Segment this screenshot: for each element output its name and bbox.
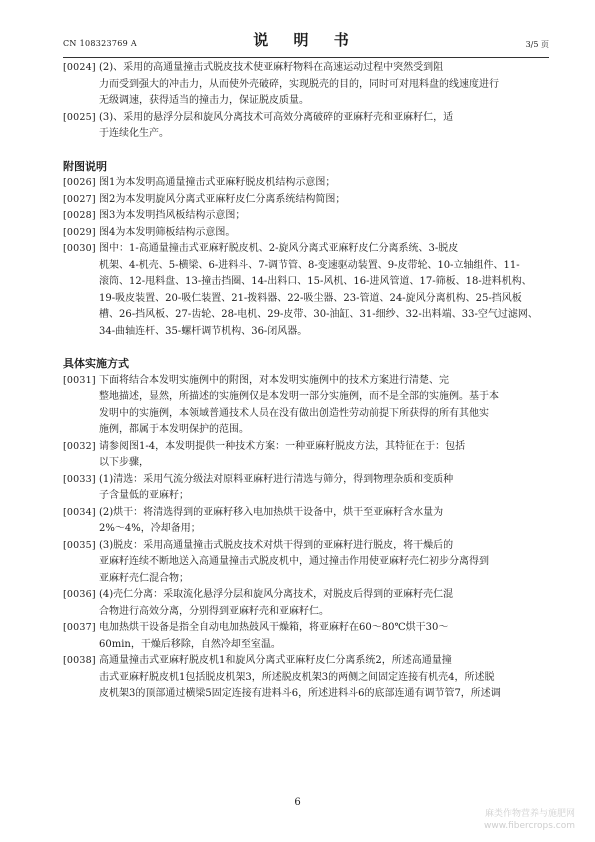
embodiment-paragraphs xyxy=(63,373,549,703)
paragraph-number: [0029] xyxy=(63,226,96,238)
paragraph-line: 电加热烘干设备是指全自动电加热鼓风干燥箱，将亚麻籽在60～80℃烘干30～ xyxy=(99,622,449,633)
paragraph-line: 机架、4-机壳、5-横梁、6-进料斗、7-调节管、8-变速驱动装置、9-皮带轮、10-立轴组件、11- xyxy=(99,259,520,271)
paragraph-line: 2%～4%，冷却备用； xyxy=(99,523,201,534)
paragraph-number: [0024] xyxy=(63,62,96,73)
paragraph xyxy=(63,620,549,653)
paragraph-number: [0036] xyxy=(63,589,96,600)
paragraph-line: 图2为本发明旋风分离式亚麻籽皮仁分离系统结构简图； xyxy=(99,193,346,205)
paragraph-line: 请参阅图1-4，本发明提供一种技术方案：一种亚麻籽脱皮方法，其特征在于：包括 xyxy=(99,440,466,452)
paragraph-line: 击式亚麻籽脱皮机1包括脱皮机架3，所述脱皮机架3的两侧之间固定连接有机壳4，所述脱 xyxy=(99,671,495,683)
paragraph-line: 皮机架3的顶部通过横梁5固定连接有进料斗6，所述进料斗6的底部连通有调节管7，所述调 xyxy=(99,688,501,699)
paragraph-line: 60min，干燥后移除，自然冷却至室温。 xyxy=(99,638,281,650)
paragraph-number: [0031] xyxy=(63,374,96,386)
watermark xyxy=(435,808,575,832)
paragraph-line: 无级调速，获得适当的撞击力，保证脱皮质量。 xyxy=(99,95,309,106)
paragraph xyxy=(63,110,549,143)
paragraph-line: 图1为本发明高通量撞击式亚麻籽脱皮机结构示意图； xyxy=(99,177,336,188)
paragraph xyxy=(63,373,549,439)
paragraph xyxy=(63,439,549,472)
paragraph xyxy=(63,175,549,192)
paragraph-line: 19-吸皮装置、20-吸仁装置、21-拨料器、22-吸尘器、23-管道、24-旋风分离机构、25-挡风板 xyxy=(99,292,522,304)
paragraph-number: [0025] xyxy=(63,111,96,123)
paragraph-line: 滚筒、12-甩料盘、13-撞击挡圈、14-出料口、15-风机、16-进风管道、17-筛板、18-进料机构、 xyxy=(99,276,532,287)
paragraph-line: (1)清选：采用气流分级法对原料亚麻籽进行清选与筛分，得到物理杂质和变质种 xyxy=(99,473,454,485)
paragraph-line: 整地描述，显然，所描述的实施例仅是本发明一部分实施例，而不是全部的实施例。基于本 xyxy=(99,391,499,402)
paragraph xyxy=(63,587,549,620)
paragraph-number: [0027] xyxy=(63,193,96,205)
paragraph-line: 合物进行高效分离，分别得到亚麻籽壳和亚麻籽仁。 xyxy=(99,605,329,617)
paragraph-line: 图3为本发明挡风板结构示意图； xyxy=(99,210,246,221)
section-heading-embodiment: 具体实施方式 xyxy=(63,357,129,370)
paragraph-text xyxy=(99,373,549,439)
top-paragraphs xyxy=(63,60,549,143)
paragraph-number: [0032] xyxy=(63,440,96,452)
paragraph-line: 图中：1-高通量撞击式亚麻籽脱皮机、2-旋风分离式亚麻籽皮仁分离系统、3-脱皮 xyxy=(99,243,459,254)
paragraph xyxy=(63,505,549,538)
header-divider xyxy=(63,57,549,58)
paragraph-text xyxy=(99,241,549,340)
paragraph-line: (3)、采用的悬浮分层和旋风分离技术可高效分离破碎的亚麻籽壳和亚麻籽仁，适 xyxy=(99,111,454,123)
paragraph-text xyxy=(99,653,549,703)
paragraph-line: 发明中的实施例，本领域普通技术人员在没有做出创造性劳动前提下所获得的所有其他实 xyxy=(99,407,489,419)
paragraph-text xyxy=(99,620,549,653)
paragraph-text xyxy=(99,472,549,505)
paragraph-line: 于连续化生产。 xyxy=(99,128,169,139)
paragraph-line: 高通量撞击式亚麻籽脱皮机1和旋风分离式亚麻籽皮仁分离系统2，所述高通量撞 xyxy=(99,655,452,666)
paragraph-line: (4)壳仁分离：采取流化悬浮分层和旋风分离技术，对脱皮后得到的亚麻籽壳仁混 xyxy=(99,589,454,600)
paragraph-line: 力而受到强大的冲击力，从而使外壳破碎，实现脱壳的目的，同时可对甩料盘的线速度进行 xyxy=(99,78,499,90)
document-body xyxy=(63,60,549,703)
paragraph-number: [0033] xyxy=(63,473,96,485)
paragraph-line: 亚麻籽连续不断地送入高通量撞击式脱皮机中，通过撞击作用使亚麻籽壳仁初步分离得到 xyxy=(99,556,489,567)
paragraph-line: 34-曲轴连杆、35-螺杆调节机构、36-闭风器。 xyxy=(99,325,308,337)
paragraph-text xyxy=(99,60,549,110)
paragraph-text xyxy=(99,538,549,588)
paragraph-line: (3)脱皮：采用高通量撞击式脱皮技术对烘干得到的亚麻籽进行脱皮，将干燥后的 xyxy=(99,539,454,551)
paragraph-number: [0034] xyxy=(63,506,96,518)
paragraph xyxy=(63,60,549,110)
paragraph-number: [0037] xyxy=(63,622,96,633)
paragraph xyxy=(63,241,549,340)
paragraph-text xyxy=(99,110,549,143)
page-header xyxy=(63,27,549,57)
paragraph-number: [0026] xyxy=(63,177,96,188)
watermark-line1: 麻类作物营养与施肥网 xyxy=(484,809,575,819)
paragraph-line: 施例，都属于本发明保护的范围。 xyxy=(99,424,249,435)
paragraph-number: [0030] xyxy=(63,243,96,254)
page-number: 6 xyxy=(294,797,301,808)
section-heading-figures: 附图说明 xyxy=(63,159,107,173)
paragraph-text xyxy=(99,208,549,225)
paragraph-text xyxy=(99,587,549,620)
watermark-line2: www.fibercrops.com xyxy=(484,821,575,831)
paragraph xyxy=(63,472,549,505)
paragraph xyxy=(63,538,549,588)
paragraph xyxy=(63,225,549,242)
paragraph-line: 图4为本发明筛板结构示意图。 xyxy=(99,226,236,238)
document-title: 说 明 书 xyxy=(253,31,359,49)
patent-number: CN 108323769 A xyxy=(63,39,137,48)
paragraph-line: (2)烘干：将清选得到的亚麻籽移入电加热烘干设备中，烘干至亚麻籽含水量为 xyxy=(99,506,444,518)
paragraph-line: 亚麻籽壳仁混合物； xyxy=(99,572,189,584)
paragraph-number: [0028] xyxy=(63,210,96,221)
paragraph-line: 槽、26-挡风板、27-齿轮、28-电机、29-皮带、30-油缸、31-细纱、32-出料端、33-空气过滤网、 xyxy=(99,309,538,320)
paragraph-line: (2)、采用的高通量撞击式脱皮技术使亚麻籽物料在高速运动过程中突然受到阻 xyxy=(99,62,444,73)
paragraph-number: [0035] xyxy=(63,539,96,551)
paragraph-text xyxy=(99,439,549,472)
paragraph-number: [0038] xyxy=(63,655,96,666)
paragraph-line: 下面将结合本发明实施例中的附图，对本发明实施例中的技术方案进行清楚、完 xyxy=(99,374,449,386)
paragraph-text xyxy=(99,505,549,538)
section-gap xyxy=(63,143,549,159)
section-gap xyxy=(63,340,549,356)
paragraph-line: 以下步骤， xyxy=(99,457,149,468)
paragraph-line: 子含量低的亚麻籽； xyxy=(99,490,189,501)
paragraph-text xyxy=(99,175,549,192)
paragraph xyxy=(63,192,549,209)
page-ratio: 3/5 页 xyxy=(525,40,549,49)
paragraph-text xyxy=(99,192,549,209)
paragraph xyxy=(63,653,549,703)
paragraph xyxy=(63,208,549,225)
paragraph-text xyxy=(99,225,549,242)
figures-paragraphs xyxy=(63,175,549,340)
